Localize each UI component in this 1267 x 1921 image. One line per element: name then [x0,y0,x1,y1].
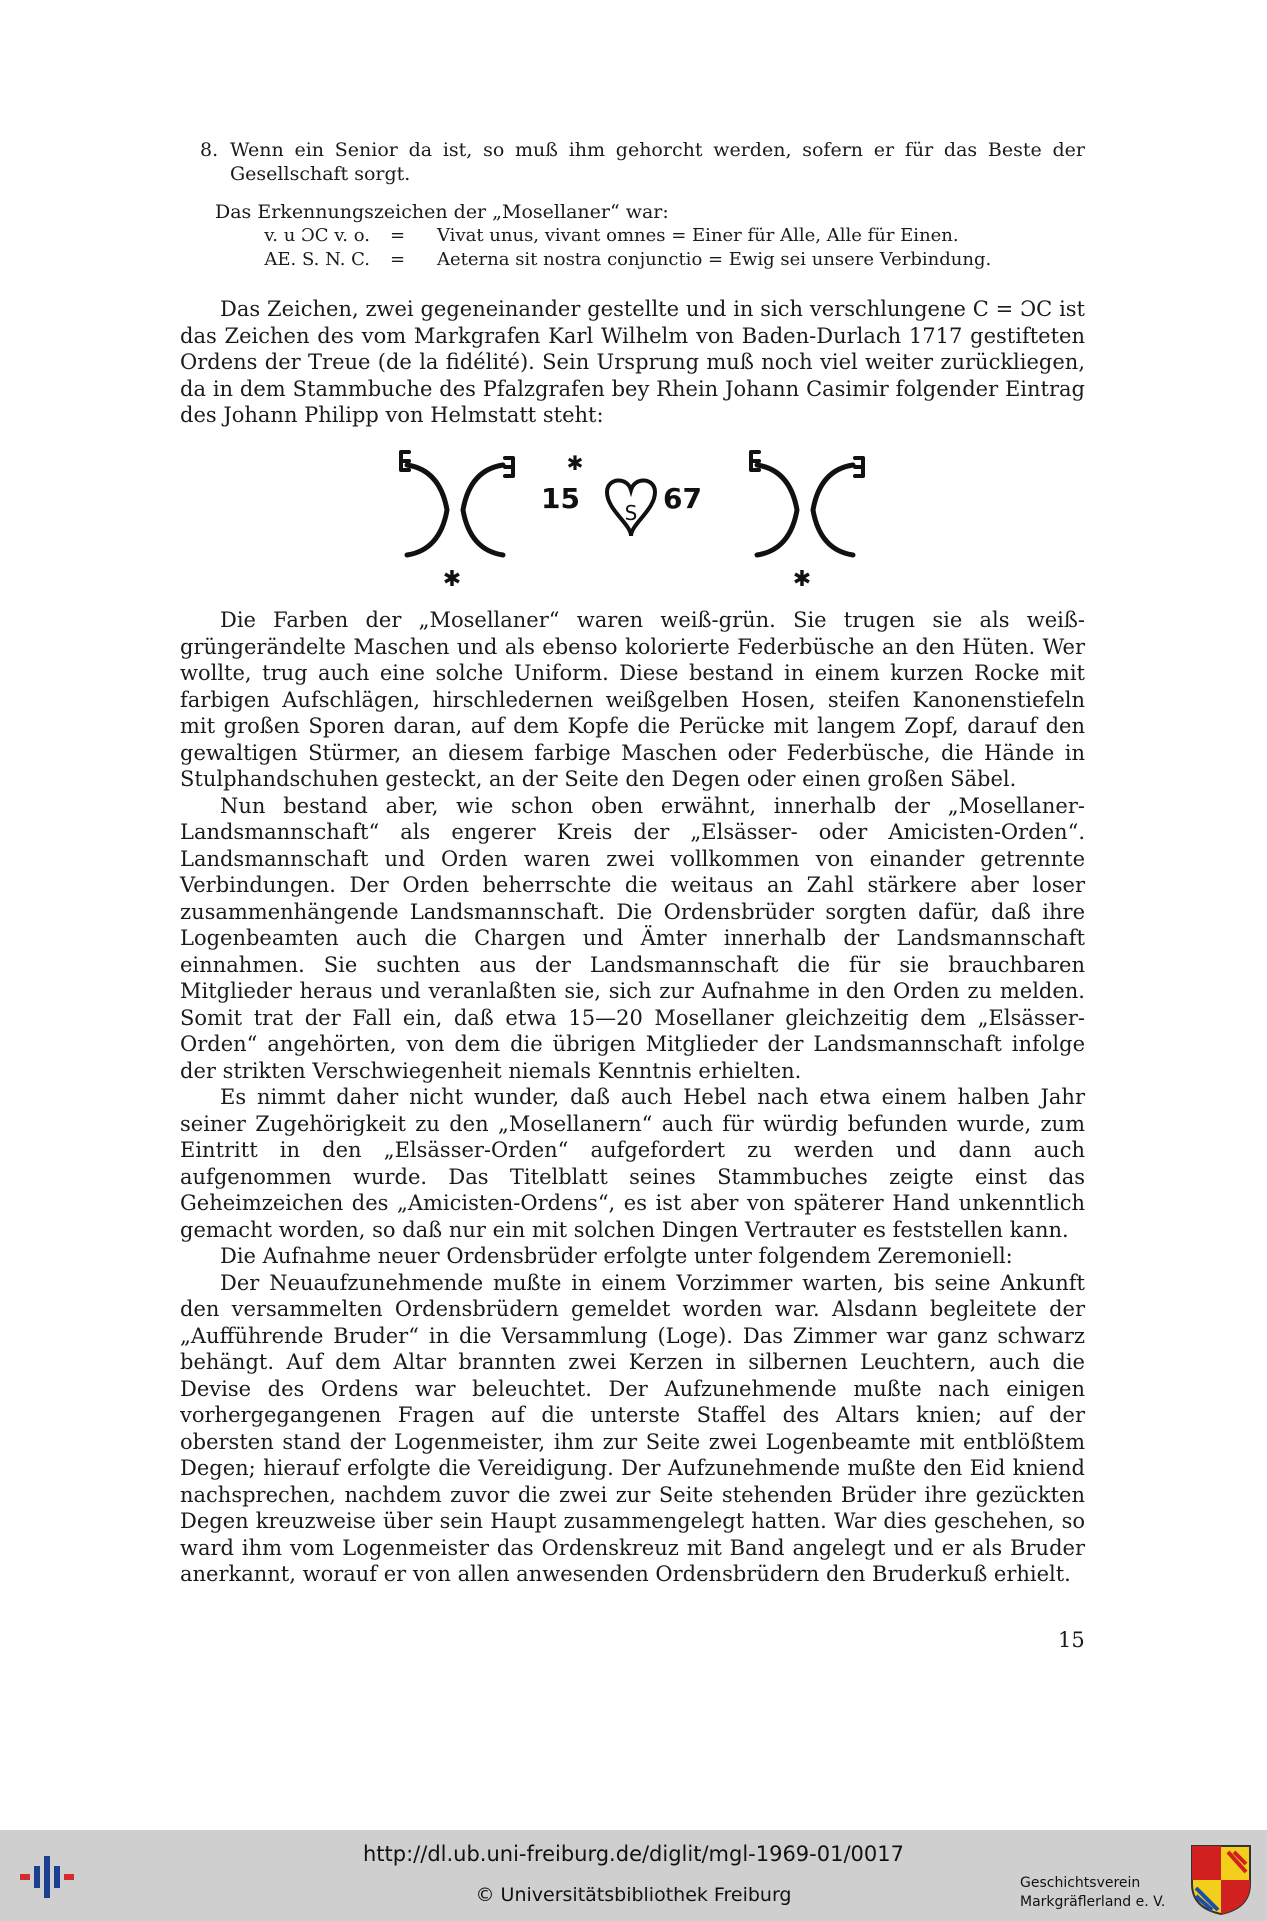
paragraph-hebel: Es nimmt daher nicht wunder, daß auch Hebel nach etwa einem halben Jahr seiner Zugehörigkeit zu den „Mosellanern“ auch für würdig befunden wurde, zum Eintritt in den „Elsässer-Orden“ aufgefordert zu werden und dann auch aufgenommen wurde. Das Titelblatt seines Stammbuches zeigte einst das Geheimzeichen des „Amicisten-Ordens“, es ist aber von späterer Hand unkenntlich gemacht worden, so daß nur ein mit solchen Dingen Vertrauter es feststellen kann. [180,1085,1085,1242]
interlocked-c-right-icon [751,452,863,555]
paragraph-aufnahme: Die Aufnahme neuer Ordensbrüder erfolgte unter folgendem Zeremoniell: [220,1244,1013,1268]
paragraph-zeremoniell: Der Neuaufzunehmende mußte in einem Vorzimmer warten, bis seine Ankunft den versammelten Ordensbrüdern gemeldet worden war. Alsdann begleitete der „Aufführende Bruder“ in die Versammlung (Loge). Das Zimmer war ganz schwarz behängt. Auf dem Altar brannten zwei Kerzen in silbernen Leuchtern, auch die Devise des Ordens war beleuchtet. Der Aufzunehmende mußte nach einigen vorhergegangenen Fragen auf die unterste Staffel des Altars knien; auf der obersten stand der Logenmeister, ihm zur Seite zwei Logenbeamte mit entblößtem Degen; hierauf erfolgte die Vereidigung. Der Aufzunehmende mußte den Eid kniend nachsprechen, nachdem zuvor die zwei zur Seite stehenden Brüder ihre gezückten Degen kreuzweise über sein Haupt zusammengelegt hatten. War dies geschehen, so ward ihm vom Logenmeister das Ordenskreuz mit Band angelegt und er als Bruder anerkannt, worauf er von allen anwesenden Ordensbrüdern den Bruderkuß erhielt. [180,1270,1085,1586]
paragraph-text: Das Zeichen, zwei gegeneinander gestellte und in sich verschlungene C = ƆC ist das Zeichen des vom Markgrafen Karl Wilhelm von Baden-Durlach 1717 gestifteten Ordens der Treue (de la fidélité). Sein Ursprung muß noch viel weiter zurückliegen, da in dem Stammbuche des Pfalzgrafen bey Rhein Johann Casimir folgender Eintrag des Johann Philipp von Helmstatt steht: [180,297,1085,427]
star-icon: ✱ [442,567,462,590]
erkennung-abbr: AE. S. N. C. [264,249,370,270]
erkennung-eq: = [390,249,406,270]
list-item-8 [200,138,1085,186]
permalink-url[interactable]: http://dl.ub.uni-freiburg.de/diglit/mgl-1969-01/0017 [362,1842,904,1866]
page-number: 15 [1058,1628,1085,1652]
list-number: 8. [200,139,219,161]
star-icon: ✱ [566,451,584,475]
org-line-1: Geschichtsverein [1020,1875,1141,1891]
erkennung-abbr: v. u ƆC v. o. [264,225,370,246]
erkennung-meaning: Aeterna sit nostra conjunctio = Ewig sei unsere Verbindung. [437,249,992,270]
star-icon: ✱ [792,567,812,590]
erkennung-eq: = [390,225,406,246]
paragraph-orden: Nun bestand aber, wie schon oben erwähnt, innerhalb der „Mosellaner-Landsmannschaft“ als engerer Kreis der „Elsässer- oder Amicisten-Orden“. Landsmannschaft und Orden waren zwei vollkommen von einander getrennte Verbindungen. Der Orden beherrschte die weitaus an Zahl stärkere aber loser zusammenhängende Landsmannschaft. Die Ordensbrüder sorgten dafür, daß ihre Logenbeamten auch die Chargen und Ämter innerhalb der Landsmannschaft einnahmen. Sie suchten aus der Landsmannschaft die für sie brauchbaren Mitglieder heraus und veranlaßten sie, sich zur Aufnahme in den Orden zu melden. Somit trat der Fall ein, daß etwa 15—20 Mosellaner gleichzeitig dem „Elsässer-Orden“ angehörten, von dem die übrigen Mitglieder der Landsmannschaft infolge der strikten Verschwiegenheit niemals Kenntnis erhielten. [180,793,1085,1083]
list-text: Wenn ein Senior da ist, so muß ihm gehorcht werden, sofern er für das Beste der Gesellschaft sorgt. [230,139,1085,185]
year-left: 15 [541,482,580,515]
paragraph-farben: Die Farben der „Mosellaner“ waren weiß-grün. Sie trugen sie als weiß-grüngerändelte Maschen und als ebenso kolorierte Federbüsche an den Hüten. Wer wollte, trug auch eine solche Uniform. Diese bestand in einem kurzen Rocke mit farbigen Aufschlägen, hirschledernen weißgelben Hosen, steifen Kanonenstiefeln mit großen Sporen daran, auf dem Kopfe die Perücke mit langem Zopf, darauf den gewaltigen Stürmer, an diesem farbige Maschen oder Federbüsche, die Hände in Stulphandschuhen gesteckt, an der Seite den Degen oder einen großen Säbel. [180,608,1085,791]
erkennung-meaning: Vivat unus, vivant omnes = Einer für Alle, Alle für Einen. [437,225,959,246]
main-text [180,607,1085,1588]
org-name[interactable] [1020,1874,1165,1912]
org-line-2: Markgräflerland e. V. [1020,1894,1166,1910]
heart-letter: S [624,501,638,525]
paragraph-zeichen [180,296,1085,429]
footer-bar [0,1830,1267,1921]
erkennung-intro: Das Erkennungszeichen der „Mosellaner“ war: [215,201,669,223]
interlocked-c-left-icon [401,452,513,555]
emblem-figure [395,440,875,590]
copyright-text: © Universitätsbibliothek Freiburg [475,1884,792,1906]
coat-of-arms-icon[interactable] [1190,1844,1252,1916]
year-right: 67 [663,482,702,515]
